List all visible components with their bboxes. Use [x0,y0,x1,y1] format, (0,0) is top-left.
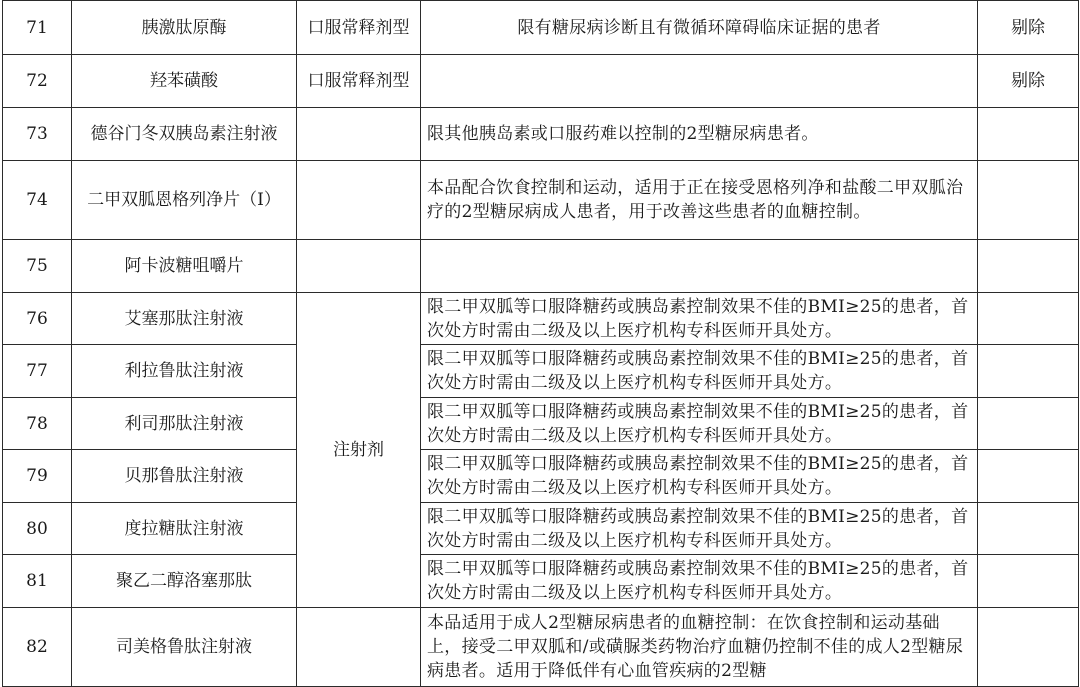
payment-limit: 限二甲双胍等口服降糖药或胰岛素控制效果不佳的BMI≥25的患者，首次处方时需由二级及以上医疗机构专科医师开具处方。 [421,293,978,345]
remark [978,293,1079,345]
payment-limit: 限有糖尿病诊断且有微循环障碍临床证据的患者 [421,1,978,55]
drug-name: 胰激肽原酶 [72,1,297,55]
payment-limit [421,240,978,293]
drug-list-table [2,0,1079,687]
payment-limit: 限二甲双胍等口服降糖药或胰岛素控制效果不佳的BMI≥25的患者，首次处方时需由二级及以上医疗机构专科医师开具处方。 [421,503,978,555]
table-row [3,293,1079,345]
row-number: 81 [3,555,72,608]
row-number: 72 [3,55,72,108]
dosage-form: 注射剂 [297,293,421,608]
remark [978,240,1079,293]
row-number: 80 [3,503,72,555]
payment-limit: 限二甲双胍等口服降糖药或胰岛素控制效果不佳的BMI≥25的患者，首次处方时需由二级及以上医疗机构专科医师开具处方。 [421,398,978,450]
table-row [3,555,1079,608]
remark [978,161,1079,240]
drug-name: 阿卡波糖咀嚼片 [72,240,297,293]
drug-name: 艾塞那肽注射液 [72,293,297,345]
payment-limit: 限其他胰岛素或口服药难以控制的2型糖尿病患者。 [421,108,978,161]
row-number: 79 [3,450,72,503]
drug-name: 德谷门冬双胰岛素注射液 [72,108,297,161]
payment-limit: 限二甲双胍等口服降糖药或胰岛素控制效果不佳的BMI≥25的患者，首次处方时需由二级及以上医疗机构专科医师开具处方。 [421,555,978,608]
dosage-form [297,108,421,161]
table-row [3,450,1079,503]
dosage-form: 口服常释剂型 [297,1,421,55]
payment-limit: 限二甲双胍等口服降糖药或胰岛素控制效果不佳的BMI≥25的患者，首次处方时需由二级及以上医疗机构专科医师开具处方。 [421,450,978,503]
dosage-form: 口服常释剂型 [297,55,421,108]
row-number: 78 [3,398,72,450]
drug-name: 羟苯磺酸 [72,55,297,108]
row-number: 82 [3,608,72,687]
remark [978,398,1079,450]
payment-limit [421,55,978,108]
remark: 剔除 [978,1,1079,55]
drug-name: 贝那鲁肽注射液 [72,450,297,503]
remark [978,608,1079,687]
row-number: 77 [3,345,72,398]
table-row [3,503,1079,555]
remark [978,503,1079,555]
dosage-form [297,240,421,293]
row-number: 73 [3,108,72,161]
row-number: 74 [3,161,72,240]
remark [978,108,1079,161]
table-row [3,345,1079,398]
drug-name: 司美格鲁肽注射液 [72,608,297,687]
remark [978,450,1079,503]
drug-name: 利司那肽注射液 [72,398,297,450]
table-row [3,608,1079,687]
row-number: 76 [3,293,72,345]
payment-limit: 本品配合饮食控制和运动，适用于正在接受恩格列净和盐酸二甲双胍治疗的2型糖尿病成人患者，用于改善这些患者的血糖控制。 [421,161,978,240]
drug-name: 二甲双胍恩格列净片（Ⅰ） [72,161,297,240]
table-row [3,161,1079,240]
row-number: 75 [3,240,72,293]
remark: 剔除 [978,55,1079,108]
drug-name: 度拉糖肽注射液 [72,503,297,555]
table-row [3,1,1079,55]
table-row [3,55,1079,108]
dosage-form [297,608,421,687]
dosage-form [297,161,421,240]
table-row [3,108,1079,161]
remark [978,555,1079,608]
table-row [3,240,1079,293]
row-number: 71 [3,1,72,55]
payment-limit: 限二甲双胍等口服降糖药或胰岛素控制效果不佳的BMI≥25的患者，首次处方时需由二级及以上医疗机构专科医师开具处方。 [421,345,978,398]
drug-name: 聚乙二醇洛塞那肽 [72,555,297,608]
drug-name: 利拉鲁肽注射液 [72,345,297,398]
table-row [3,398,1079,450]
remark [978,345,1079,398]
payment-limit: 本品适用于成人2型糖尿病患者的血糖控制：在饮食控制和运动基础上，接受二甲双胍和/或磺脲类药物治疗血糖仍控制不佳的成人2型糖尿病患者。适用于降低伴有心血管疾病的2型糖 [421,608,978,687]
